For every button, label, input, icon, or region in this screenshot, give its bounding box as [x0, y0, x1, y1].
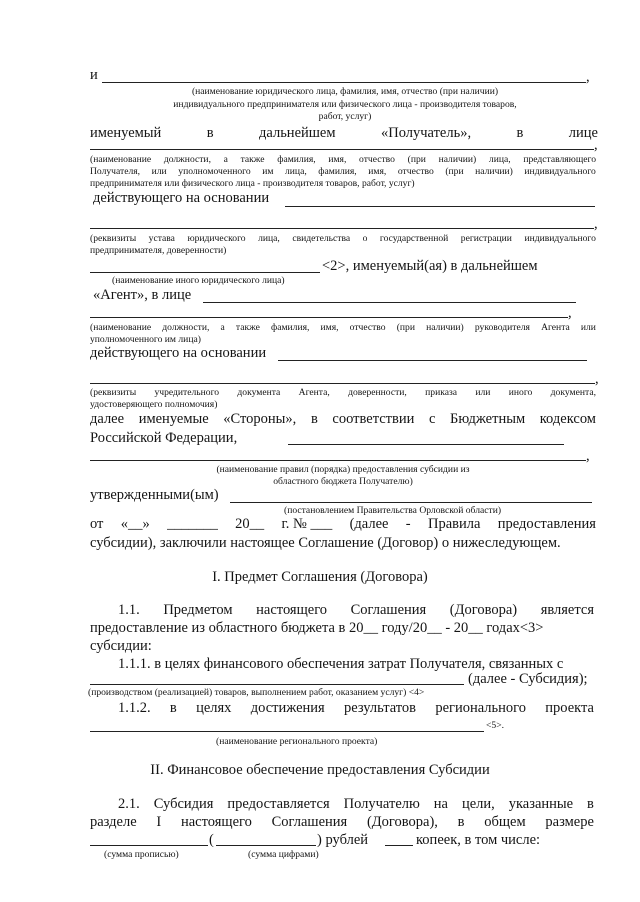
note-charter-2: предпринимателя, доверенности) [90, 245, 227, 256]
agent-in-person-label: «Агент», в лице [93, 287, 192, 303]
note-sum-words: (сумма прописью) [104, 849, 179, 860]
note-regional-project: (наименование регионального проекта) [216, 736, 378, 747]
comma: , [568, 305, 572, 321]
comma: , [586, 69, 590, 85]
word: дальнейшем [259, 125, 336, 141]
p11-line-3: субсидии: [90, 638, 152, 654]
sum-rubles: ) рублей [317, 832, 369, 848]
named-recipient-line [90, 124, 598, 142]
other-entity-line[interactable] [90, 272, 320, 273]
approval-line[interactable] [230, 502, 592, 503]
comma: , [595, 371, 599, 387]
note-rules-2: областного бюджета Получателю) [273, 476, 413, 487]
agent-person-line[interactable] [203, 302, 576, 303]
note-agent-docs-2: удостоверяющего полномочия) [90, 399, 218, 410]
recipient-representative-line[interactable] [90, 149, 594, 150]
concluded-line: субсидии), заключили настоящее Соглашение (Договор) о нижеследующем. [90, 535, 561, 551]
agent-basis-line[interactable] [278, 360, 587, 361]
note-recipient-2: индивидуального предпринимателя или физического лица - производителя товаров, [173, 99, 517, 110]
note-rules-1: (наименование правил (порядка) предоставления субсидии из [216, 464, 470, 475]
note-recipient-3: работ, услуг) [318, 111, 372, 122]
sum-open-paren: ( [209, 832, 214, 848]
approved-by-label: утвержденными(ым) [90, 487, 219, 503]
agent-basis-line-2[interactable] [90, 383, 595, 384]
word: лице [568, 125, 598, 141]
rules-line[interactable] [288, 444, 564, 445]
agent-designation: <2>, именуемый(ая) в дальнейшем [322, 258, 538, 274]
p112-ref: <5>. [486, 720, 505, 731]
basis-line[interactable] [285, 206, 595, 207]
acting-basis-label: действующего на основании [93, 190, 270, 206]
p111-line-1: 1.1.1. в целях финансового обеспечения затрат Получателя, связанных с [118, 656, 564, 672]
note-agent-head-2: уполномоченного им лица) [90, 334, 201, 345]
note-position-3: предпринимателя или физического лица - производителя товаров, работ, услуг) [90, 178, 415, 189]
note-sum-digits: (сумма цифрами) [248, 849, 319, 860]
note-position-2: Получателя, или уполномоченного им лица, фамилия, имя, отчество (при наличии) индивидуального [90, 166, 596, 177]
note-other-entity: (наименование иного юридического лица) [112, 275, 285, 286]
note-agent-docs-1: (реквизиты учредительного документа Агента, доверенности, приказа или иного документа, [90, 387, 596, 398]
p111-tail: (далее - Субсидия); [468, 671, 588, 687]
p11-line-1: 1.1. Предметом настоящего Соглашения (Договора) является [118, 602, 594, 618]
basis-line-2[interactable] [90, 228, 594, 229]
section-2-title: II. Финансовое обеспечение предоставления Субсидии [150, 762, 490, 778]
word: именуемый [90, 125, 162, 141]
p112-line-1: 1.1.2. в целях достижения результатов регионального проекта [118, 700, 594, 716]
word: «Получатель», [380, 125, 472, 141]
note-agent-head-1: (наименование должности, а также фамилия, имя, отчество (при наличии) руководителя Агента или [90, 322, 596, 333]
recipient-name-line[interactable] [102, 82, 586, 83]
comma: , [594, 137, 598, 153]
section-1-title: I. Предмет Соглашения (Договора) [212, 569, 428, 585]
kopecks-label: копеек, в том числе: [416, 832, 541, 848]
p112-blank[interactable] [90, 731, 484, 732]
agent-acting-basis-label: действующего на основании [90, 345, 267, 361]
note-production: (производством (реализацией) товаров, выполнением работ, оказанием услуг) <4> [88, 687, 425, 698]
agent-person-line-2[interactable] [90, 317, 568, 318]
p111-blank[interactable] [90, 684, 464, 685]
p11-line-2: предоставление из областного бюджета в 20__ году/20__ - 20__ годах<3> [90, 620, 544, 636]
rules-line-2[interactable] [90, 460, 586, 461]
date-line: от «__» _______ 20__ г. № ___ (далее - Правила предоставления [90, 516, 596, 532]
note-position-1: (наименование должности, а также фамилия, имя, отчество (при наличии) лица, представляющего [90, 154, 596, 165]
p21-line-1: 2.1. Субсидия предоставляется Получателю на цели, указанные в [118, 796, 594, 812]
word: в [206, 125, 214, 141]
conjunction-i: и [90, 67, 98, 83]
parties-line: далее именуемые «Стороны», в соответствии с Бюджетным кодексом [90, 411, 596, 427]
kopecks-blank[interactable] [385, 845, 413, 846]
note-recipient-1: (наименование юридического лица, фамилия, имя, отчество (при наличии) [191, 86, 499, 97]
word: в [516, 125, 524, 141]
sum-words-blank[interactable] [90, 845, 208, 846]
comma: , [586, 448, 590, 464]
p21-line-2: разделе I настоящего Соглашения (Договора), в общем размере [90, 814, 594, 830]
russian-federation: Российской Федерации, [90, 430, 238, 446]
note-government: (постановлением Правительства Орловской области) [284, 505, 502, 516]
comma: , [594, 216, 598, 232]
note-charter-1: (реквизиты устава юридического лица, свидетельства о государственной регистрации индивидуального [90, 233, 596, 244]
sum-digits-blank[interactable] [216, 845, 316, 846]
